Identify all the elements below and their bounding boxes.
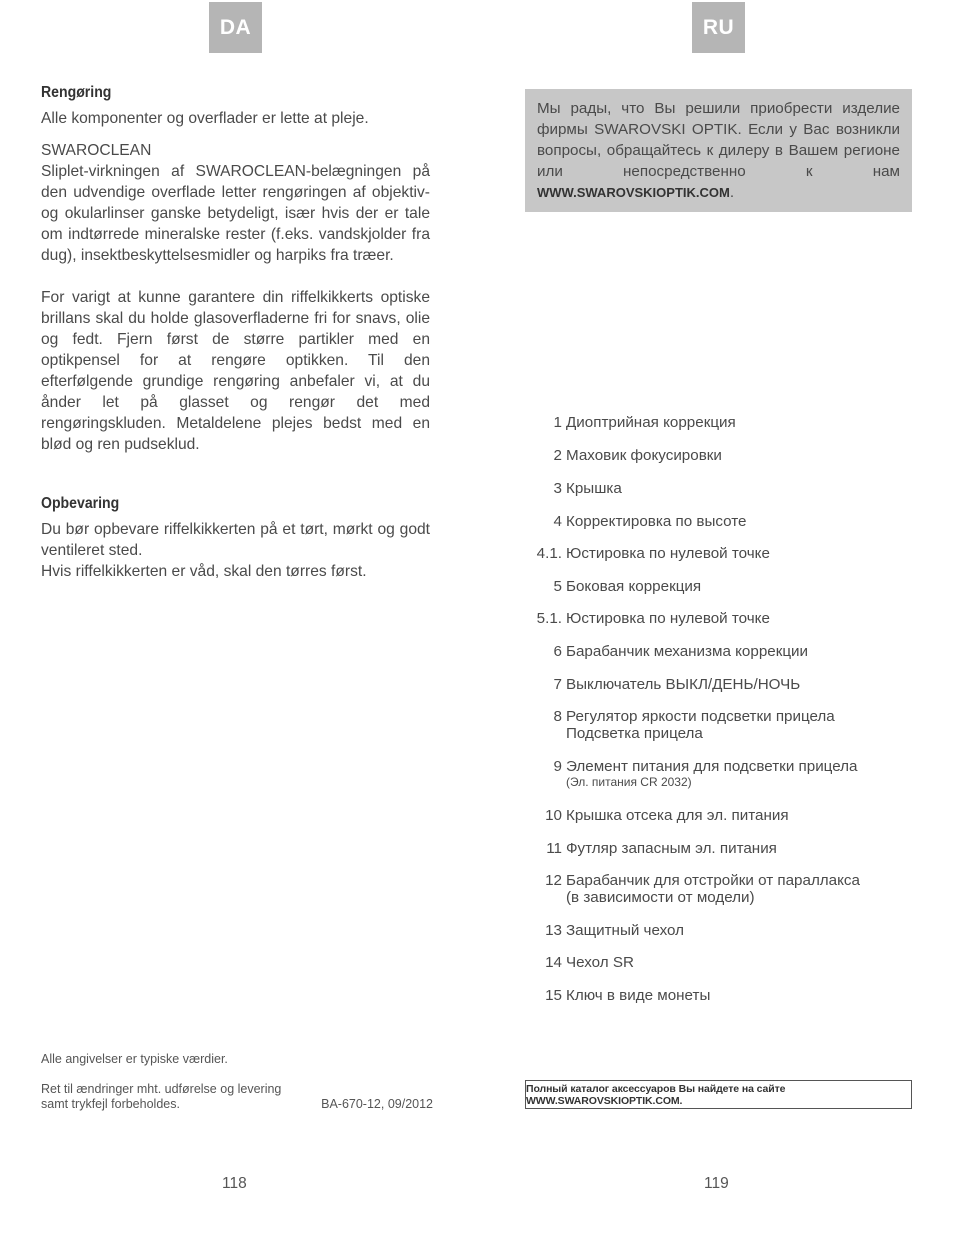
part-item (520, 872, 860, 906)
part-item (520, 840, 777, 857)
part-label (564, 480, 622, 497)
part-number: 3 (553, 480, 562, 497)
part-label (564, 578, 701, 595)
part-number: 9 (553, 758, 562, 775)
part-label-text: Маховик фокусировки (566, 447, 722, 464)
part-number: 10 (545, 807, 562, 824)
notice-website-link[interactable]: WWW.SWAROVSKIOPTIK.COM (537, 185, 730, 200)
part-label (564, 922, 684, 939)
part-label (564, 676, 800, 693)
part-number: 13 (545, 922, 562, 939)
part-number: 2 (553, 447, 562, 464)
part-number: 11 (546, 840, 562, 857)
part-label-note: (Эл. питания CR 2032) (566, 775, 692, 789)
part-item (520, 545, 770, 562)
storage-heading: Opbevaring (41, 495, 120, 512)
part-item (520, 513, 746, 530)
part-label-text: Крышка отсека для эл. питания (566, 807, 789, 824)
part-label-text: Выключатель ВЫКЛ/ДЕНЬ/НОЧЬ (566, 676, 801, 693)
document-code: BA-670-12, 09/2012 (321, 1097, 433, 1111)
footnote-typical: Alle angivelser er typiske værdier. (41, 1052, 228, 1066)
swaroclean-title: SWAROCLEAN (41, 142, 152, 159)
part-label (564, 610, 770, 627)
part-item (520, 954, 634, 971)
part-number: 1 (553, 414, 562, 431)
part-label-text: Ключ в виде монеты (566, 987, 711, 1004)
part-item (520, 987, 710, 1004)
part-label-text: Защитный чехол (566, 922, 684, 939)
part-label-text: Футляр запасным эл. питания (566, 840, 777, 857)
cleaning-intro: Alle komponenter og overflader er lette at pleje. (41, 110, 369, 127)
part-label (564, 987, 710, 1004)
part-label-text: Чехол SR (566, 954, 634, 971)
part-label-text: Барабанчик механизма коррекции (566, 643, 809, 660)
part-item (520, 676, 800, 693)
part-item (520, 414, 736, 431)
part-number: 7 (553, 676, 562, 693)
part-item (520, 708, 835, 742)
part-label (564, 954, 634, 971)
part-number: 5.1. (536, 610, 562, 627)
part-number: 4 (553, 513, 562, 530)
part-label-text: Элемент питания для подсветки прицела (566, 758, 858, 775)
part-label-text: Боковая коррекция (566, 578, 702, 595)
catalog-notice-box (525, 1080, 912, 1109)
care-text: For varigt at kunne garantere din riffelkikkerts optiske brillans skal du holde glasoverfladerne fri for snavs, olie og fedt. Fjern først de større partikler med en optikpensel for at rengøre optikken. Til den efterfølgende grundige rengøring anbefaler vi, at du ånder let på glasset og rengør det med rengøringskluden. Metaldelene plejes bedst med en blød og ren pudseklud. (41, 289, 430, 453)
part-label-text: Корректировка по высоте (566, 513, 747, 530)
part-label-text: Юстировка по нулевой точке (566, 610, 770, 627)
page-number-right: 119 (704, 1175, 729, 1192)
part-item (520, 643, 808, 660)
part-number: 6 (553, 643, 562, 660)
part-label (564, 545, 770, 562)
part-item (520, 480, 622, 497)
part-label (564, 807, 789, 824)
part-item (520, 807, 789, 824)
part-label-text: Юстировка по нулевой точке (566, 545, 770, 562)
page-number-left: 118 (222, 1175, 247, 1192)
language-tab-ru: RU (692, 2, 745, 53)
part-item (520, 610, 770, 627)
part-label (564, 513, 746, 530)
footnote-changes-2: samt trykfejl forbeholdes. (41, 1097, 180, 1111)
footnote-changes-1: Ret til ændringer mht. udførelse og levering (41, 1082, 282, 1096)
storage-text-2: Hvis riffelkikkerten er våd, skal den tørres først. (41, 563, 367, 580)
part-item (520, 578, 701, 595)
part-number: 12 (545, 872, 562, 889)
language-tab-da: DA (209, 2, 262, 53)
part-number: 4.1. (536, 545, 562, 562)
part-label (564, 447, 722, 464)
swaroclean-text: Sliplet-virkningen af SWAROCLEAN-belægningen på den udvendige overflade letter rengøringen af objektiv- og okularlinser ganske betydeligt, især hvis der er tale om indtørrede mineralske rester (f.eks. vandskjolder fra dug), insektbeskyttelsesmidler og harpiks fra træer. (41, 163, 430, 264)
catalog-text: Полный каталог аксессуаров Вы найдете на сайте WWW.SWAROVSKIOPTIK.COM. (526, 1082, 786, 1107)
part-number: 5 (553, 578, 562, 595)
left-page-content (41, 84, 430, 582)
part-label-text: Крышка (566, 480, 622, 497)
cleaning-heading: Rengøring (41, 84, 112, 101)
part-label-line2: Подсветка прицела (566, 725, 703, 742)
part-item (520, 447, 722, 464)
part-label (564, 840, 777, 857)
welcome-notice-box (525, 89, 912, 212)
left-footnotes (41, 1052, 433, 1112)
part-item (520, 758, 857, 790)
part-label (564, 872, 860, 906)
part-label (564, 758, 857, 790)
storage-text-1: Du bør opbevare riffelkikkerten på et tørt, mørkt og godt ventileret sted. (41, 521, 430, 559)
part-number: 8 (553, 708, 562, 725)
notice-text: Мы рады, что Вы решили приобрести изделие фирмы SWAROVSKI OPTIK. Если у Вас возникли вопросы, обращайтесь к дилеру в Вашем регионе или непосредственно к нам (537, 100, 900, 180)
part-number: 14 (545, 954, 562, 971)
part-label-text: Барабанчик для отстройки от параллакса (566, 872, 860, 889)
part-item (520, 922, 684, 939)
part-label-text: Регулятор яркости подсветки прицела (566, 708, 835, 725)
part-number: 15 (545, 987, 562, 1004)
part-label (564, 643, 808, 660)
part-label-text: Диоптрийная коррекция (566, 414, 736, 431)
notice-period: . (729, 184, 735, 201)
part-label-line2: (в зависимости от модели) (566, 889, 755, 906)
part-label (564, 414, 736, 431)
part-label (564, 708, 835, 742)
